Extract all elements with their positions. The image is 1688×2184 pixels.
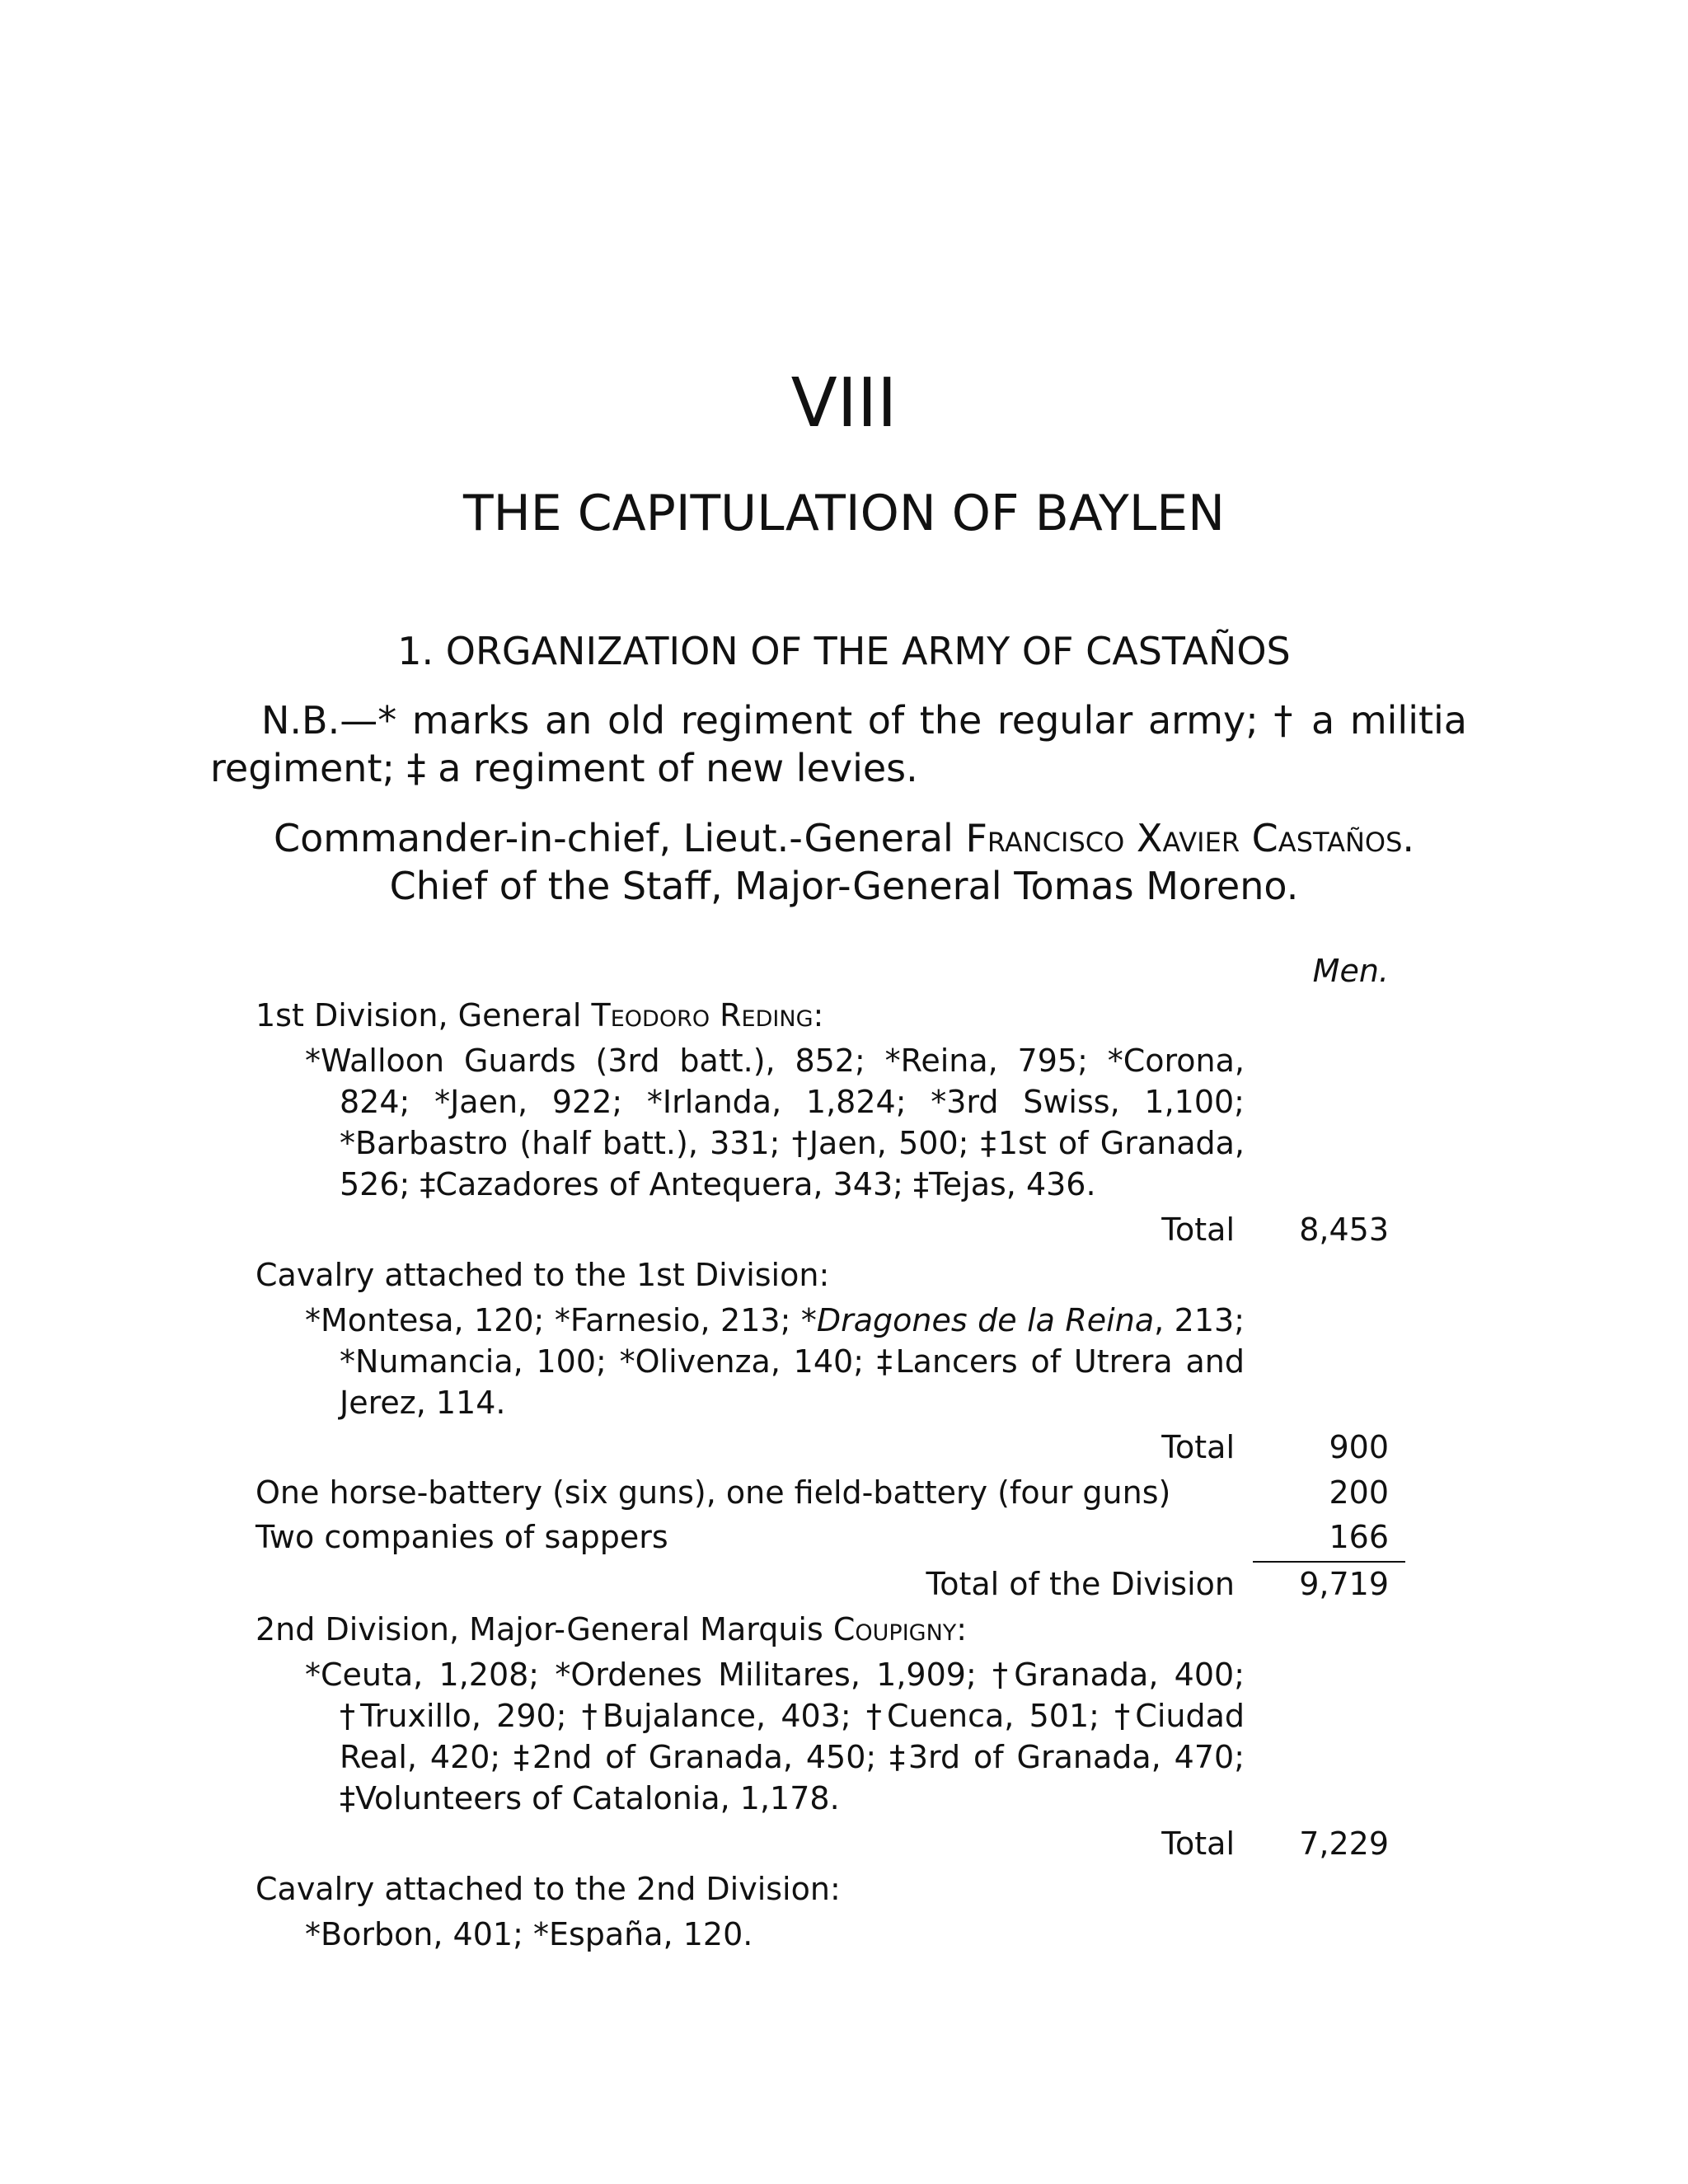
div2-heading — [256, 1609, 967, 1650]
chief-of-staff-line: Chief of the Staff, Major-General Tomas Moreno. — [389, 864, 1299, 908]
chapter-title: THE CAPITULATION OF BAYLEN — [462, 485, 1226, 542]
div1-artillery-label: One horse-battery (six guns), one field-battery (four guns) — [256, 1474, 1171, 1511]
div2-infantry-line: †Truxillo, 290; †Bujalance, 403; †Cuenca, 501; †Ciudad — [340, 1698, 1245, 1734]
note-text: N.B.—* marks an old regiment of the regular army; † a militia regiment; ‡ a regiment of new levies. — [210, 698, 1467, 790]
section-title: 1. ORGANIZATION OF THE ARMY OF CASTAÑOS — [397, 629, 1291, 673]
commander-suffix: . — [1402, 816, 1415, 860]
div2-infantry-total-label: Total — [1161, 1825, 1235, 1862]
note-paragraph — [210, 696, 1467, 792]
div1-sappers-men: 166 — [1329, 1519, 1389, 1555]
div2-cavalry-heading: Cavalry attached to the 2nd Division: — [256, 1871, 841, 1907]
div2-heading-suffix: : — [956, 1611, 968, 1647]
div1-heading-prefix: 1st Division, General — [256, 997, 592, 1033]
div1-cavalry-line1-b: , 213; — [1154, 1302, 1245, 1338]
div2-infantry-line: Real, 420; ‡2nd of Granada, 450; ‡3rd of Granada, 470; — [340, 1739, 1245, 1775]
div2-infantry-line: ‡Volunteers of Catalonia, 1,178. — [340, 1780, 840, 1816]
div1-division-total-label: Total of the Division — [926, 1566, 1235, 1602]
div1-cavalry-line: Jerez, 114. — [340, 1385, 506, 1421]
commander-prefix: Commander-in-chief, Lieut.-General — [273, 816, 966, 860]
div1-sappers-label: Two companies of sappers — [256, 1519, 668, 1555]
div1-infantry-line: *Barbastro (half batt.), 331; †Jaen, 500; ‡1st of Granada, — [340, 1125, 1245, 1161]
div2-cavalry-line: *Borbon, 401; *España, 120. — [305, 1916, 753, 1952]
div2-heading-prefix: 2nd Division, Major-General Marquis — [256, 1611, 833, 1647]
div1-cavalry-total: 900 — [1329, 1429, 1389, 1465]
chapter-number: VIII — [790, 364, 898, 443]
div1-cavalry-line: *Numancia, 100; *Olivenza, 140; ‡Lancers of Utrera and — [340, 1343, 1245, 1380]
div1-heading — [256, 995, 823, 1036]
div1-cavalry-line1-italic: Dragones de la Reina — [816, 1302, 1155, 1338]
div2-infantry-line: *Ceuta, 1,208; *Ordenes Militares, 1,909; †Granada, 400; — [305, 1657, 1245, 1693]
div2-infantry-total: 7,229 — [1299, 1825, 1389, 1862]
commander-name: Francisco Xavier Castaños — [965, 816, 1403, 860]
div1-infantry-total: 8,453 — [1299, 1212, 1389, 1248]
div1-cavalry-line1-a: *Montesa, 120; *Farnesio, 213; * — [305, 1302, 817, 1338]
div1-infantry-line: 824; *Jaen, 922; *Irlanda, 1,824; *3rd Swiss, 1,100; — [340, 1084, 1245, 1120]
div1-infantry-line: *Walloon Guards (3rd batt.), 852; *Reina, 795; *Corona, — [305, 1043, 1245, 1079]
sum-rule — [1253, 1561, 1405, 1563]
div1-cavalry-total-label: Total — [1161, 1429, 1235, 1465]
men-column-header: Men. — [1312, 953, 1389, 989]
div1-artillery-men: 200 — [1329, 1474, 1389, 1511]
div1-infantry-line: 526; ‡Cazadores of Antequera, 343; ‡Tejas, 436. — [340, 1166, 1096, 1202]
div1-cavalry-line — [305, 1300, 1245, 1341]
div1-heading-name: Teodoro Reding — [591, 997, 814, 1033]
div1-cavalry-heading: Cavalry attached to the 1st Division: — [256, 1257, 830, 1293]
div2-heading-name: Coupigny — [832, 1611, 957, 1647]
div1-heading-suffix: : — [813, 997, 824, 1033]
div1-division-total: 9,719 — [1299, 1566, 1389, 1602]
div1-infantry-total-label: Total — [1161, 1212, 1235, 1248]
commander-line — [0, 814, 1688, 862]
